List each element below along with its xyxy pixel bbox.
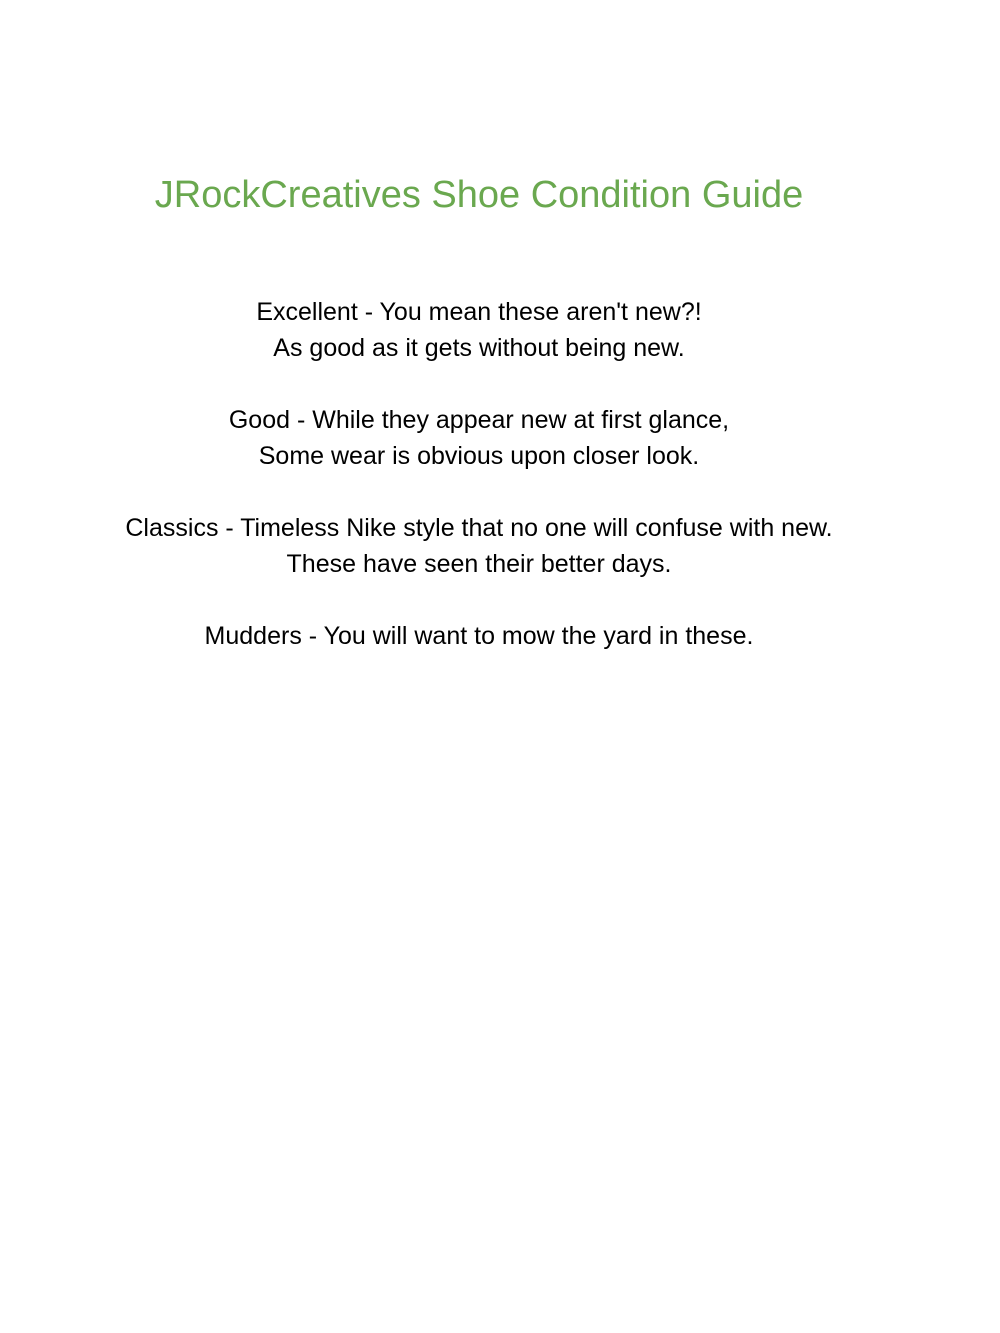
condition-entry-good <box>0 402 958 474</box>
condition-heading-line: Good - While they appear new at first glance, <box>228 406 730 434</box>
condition-entry-excellent <box>0 294 958 366</box>
condition-description-line: Some wear is obvious upon closer look. <box>258 442 700 470</box>
condition-entry-mudders <box>0 618 958 654</box>
condition-guide <box>0 294 958 690</box>
condition-heading-line: Classics - Timeless Nike style that no one will confuse with new. <box>125 514 833 542</box>
condition-heading-line: Excellent - You mean these aren't new?! <box>256 298 702 326</box>
condition-heading-line: Mudders - You will want to mow the yard in these. <box>204 622 754 650</box>
condition-entry-classics <box>0 510 958 582</box>
condition-description-line: These have seen their better days. <box>286 550 672 578</box>
condition-description-line: As good as it gets without being new. <box>273 334 685 362</box>
page-title: JRockCreatives Shoe Condition Guide <box>154 174 804 216</box>
